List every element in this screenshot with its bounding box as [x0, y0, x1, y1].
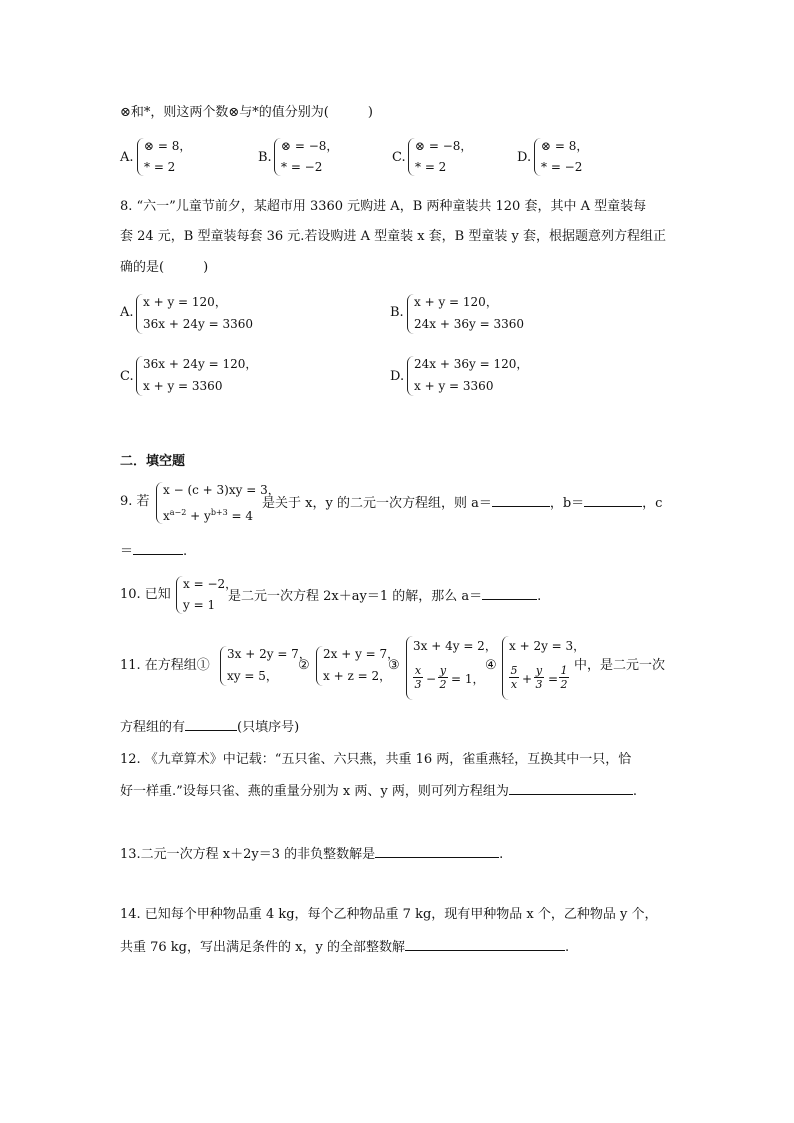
- q12-line-2: 好一样重.”设每只雀、燕的重量分别为 x 两、y 两，则可列方程组为 .: [120, 780, 637, 802]
- q8-line-3: 确的是( ): [120, 260, 209, 275]
- option-letter: D.: [517, 150, 532, 165]
- option-letter: A.: [120, 150, 134, 165]
- answer-blank[interactable]: [375, 843, 499, 858]
- brace: [220, 646, 227, 686]
- q13: 13.二元一次方程 x＋2y＝3 的非负整数解是 .: [120, 843, 503, 865]
- equals-part: = 1，: [451, 672, 485, 686]
- option-letter: C.: [392, 150, 406, 165]
- system-1-line-2: xy = 5，: [227, 669, 278, 683]
- answer-blank-a[interactable]: [482, 585, 537, 600]
- system-4-line-1: x + 2y = 3，: [509, 639, 586, 653]
- system-line-1: x − (c + 3)xy = 3，: [163, 483, 280, 497]
- q11-text: 中，是二元一次: [574, 658, 666, 673]
- fraction: $\frac{1}{2}$: [560, 664, 568, 691]
- system-3-line-1: 3x + 4y = 2，: [413, 639, 497, 653]
- system-line-1: ⊗ = 8，: [144, 139, 192, 153]
- brace: [316, 646, 323, 686]
- option-letter: C.: [120, 369, 134, 384]
- option-letter: A.: [120, 305, 134, 320]
- option-letter: B.: [390, 305, 404, 320]
- q7-stem: ⊗和*，则这两个数⊗与*的值分别为( ): [120, 105, 373, 120]
- system-line-1: ⊗ = −8，: [415, 139, 473, 153]
- q14-line-2: 共重 76 kg，写出满足条件的 x，y 的全部整数解 .: [120, 936, 569, 958]
- system-line-2: * = −2: [541, 160, 583, 174]
- circled-number-3: ③: [388, 658, 400, 673]
- answer-blank-b[interactable]: [584, 492, 642, 507]
- equals-sign: =: [548, 672, 559, 686]
- system-1-line-1: 3x + 2y = 7，: [227, 647, 311, 661]
- fraction: $\frac{5}{x}$: [510, 664, 518, 691]
- brace: [176, 576, 183, 614]
- fraction: $\frac{y}{3}$: [535, 664, 543, 691]
- fraction: $\frac{x}{3}$: [414, 664, 422, 691]
- brace: [136, 356, 143, 396]
- q11-number: 11. 在方程组①: [120, 658, 210, 673]
- fraction: $\frac{y}{2}$: [439, 664, 447, 691]
- system-line-1: x + y = 120，: [143, 295, 227, 309]
- q8-line-2: 套 24 元，B 型童装每套 36 元.若设购进 A 型童装 x 套，B 型童装 y 套，根据题意列方程组正: [120, 229, 666, 244]
- section-heading: 二．填空题: [120, 454, 186, 469]
- brace: [534, 138, 541, 176]
- answer-blank-a[interactable]: [492, 492, 550, 507]
- system-line-1: ⊗ = 8，: [541, 139, 589, 153]
- system-line-1: x = −2，: [183, 577, 238, 591]
- system-line-2: $x^{a-2} + y^{b+3} = 4$: [163, 508, 254, 523]
- brace: [406, 636, 413, 700]
- system-line-1: x + y = 120，: [414, 295, 498, 309]
- option-letter: B.: [258, 150, 272, 165]
- system-line-2: 24x + 36y = 3360: [414, 317, 524, 331]
- system-2-line-2: x + z = 2，: [323, 669, 392, 683]
- answer-blank[interactable]: [185, 716, 237, 731]
- answer-blank[interactable]: [509, 780, 633, 795]
- plus-sign: +: [522, 672, 533, 686]
- system-line-1: 24x + 36y = 120，: [414, 357, 529, 371]
- minus-sign: −: [426, 672, 437, 686]
- brace: [408, 138, 415, 176]
- brace: [137, 138, 144, 176]
- q9-line-2: ＝ .: [120, 540, 187, 562]
- q14-line-1: 14. 已知每个甲种物品重 4 kg，每个乙种物品重 7 kg，现有甲种物品 x 个，乙种物品 y 个，: [120, 907, 658, 922]
- q10-number: 10. 已知: [120, 587, 171, 602]
- circled-number-4: ④: [485, 658, 497, 673]
- system-line-1: 36x + 24y = 120，: [143, 357, 258, 371]
- system-line-2: * = 2: [144, 160, 176, 174]
- brace: [407, 294, 414, 334]
- system-line-1: ⊗ = −8，: [281, 139, 339, 153]
- system-line-2: * = −2: [281, 160, 323, 174]
- circled-number-2: ②: [298, 658, 310, 673]
- q10-text: 是二元一次方程 2x＋ay＝1 的解，那么 a＝ .: [228, 585, 541, 607]
- system-line-2: x + y = 3360: [143, 379, 223, 393]
- system-line-2: 36x + 24y = 3360: [143, 317, 253, 331]
- brace: [274, 138, 281, 176]
- q12-line-1: 12. 《九章算术》中记载：“五只雀、六只燕，共重 16 两，雀重燕轻，互换其中一只，恰: [120, 752, 632, 767]
- brace: [502, 636, 509, 700]
- system-line-2: y = 1: [183, 598, 216, 612]
- system-line-2: * = 2: [415, 160, 447, 174]
- answer-blank-c[interactable]: [133, 540, 183, 555]
- q9-number: 9. 若: [120, 494, 150, 509]
- q8-line-1: 8. “六一”儿童节前夕，某超市用 3360 元购进 A，B 两种童装共 120 套，其中 A 型童装每: [120, 199, 647, 214]
- option-letter: D.: [390, 369, 405, 384]
- system-line-2: x + y = 3360: [414, 379, 494, 393]
- answer-blank[interactable]: [405, 936, 565, 951]
- brace: [136, 294, 143, 334]
- brace: [407, 356, 414, 396]
- q9-text: 是关于 x，y 的二元一次方程组，则 a＝ ，b＝ ，c: [262, 492, 662, 514]
- q11-line-2: 方程组的有 (只填序号): [120, 716, 299, 738]
- system-2-line-1: 2x + y = 7，: [323, 647, 400, 661]
- brace: [156, 482, 163, 524]
